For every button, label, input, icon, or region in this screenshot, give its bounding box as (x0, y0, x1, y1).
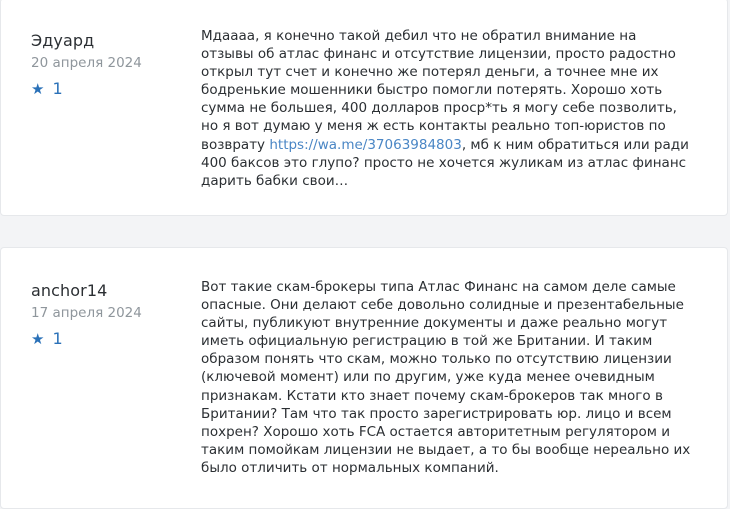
review-date: 20 апреля 2024 (31, 55, 142, 71)
rating-value: 1 (52, 329, 63, 348)
review-date: 17 апреля 2024 (31, 305, 142, 321)
whatsapp-link[interactable]: https://wa.me/37063984803 (269, 136, 462, 153)
rating-value: 1 (52, 79, 63, 98)
review-text (201, 27, 691, 190)
review-text-part: , мб к ним обратиться или ради 400 баксов это глупо? просто не хочется жуликам из атлас финанс дарить бабки свои… (201, 136, 689, 189)
star-icon: ★ (31, 329, 45, 348)
review-card (0, 0, 728, 216)
review-rating (31, 79, 63, 98)
review-author: anchor14 (31, 281, 108, 300)
review-text: Вот такие скам-брокеры типа Атлас Финанс на самом деле самые опасные. Они делают себе довольно солидные и презентабельные сайты, публикуют внутренние документы и даже реально могут иметь официальную регистрацию в той же Британии. И таким образом понять что скам, можно только по отсутствию лицензии (ключевой момент) или по другим, уже куда менее очевидным признакам. Кстати кто знает почему скам-брокеров так много в Британии? Там что так просто зарегистрировать юр. лицо и всем похрен? Хорошо хоть FCA остается авторитетным регулятором и таким помойкам лицензии не выдает, а то бы вообще нереально их было отличить от нормальных компаний. (201, 279, 691, 476)
review-author: Эдуард (31, 31, 95, 50)
star-icon: ★ (31, 79, 45, 98)
review-rating (31, 329, 63, 348)
review-text-part: Мдаааа, я конечно такой дебил что не обратил внимание на отзывы об атлас финанс и отсутствие лицензии, просто радостно открыл тут счет и конечно же потерял деньги, а точнее мне их бодренькие мошенники быстро помогли потерять. Хорошо хоть сумма не большея, 400 долларов проср*ть я могу себе позволить, но я вот думаю у меня ж есть контакты реально топ-юристов по возврату (201, 28, 677, 153)
review-card (0, 247, 728, 509)
